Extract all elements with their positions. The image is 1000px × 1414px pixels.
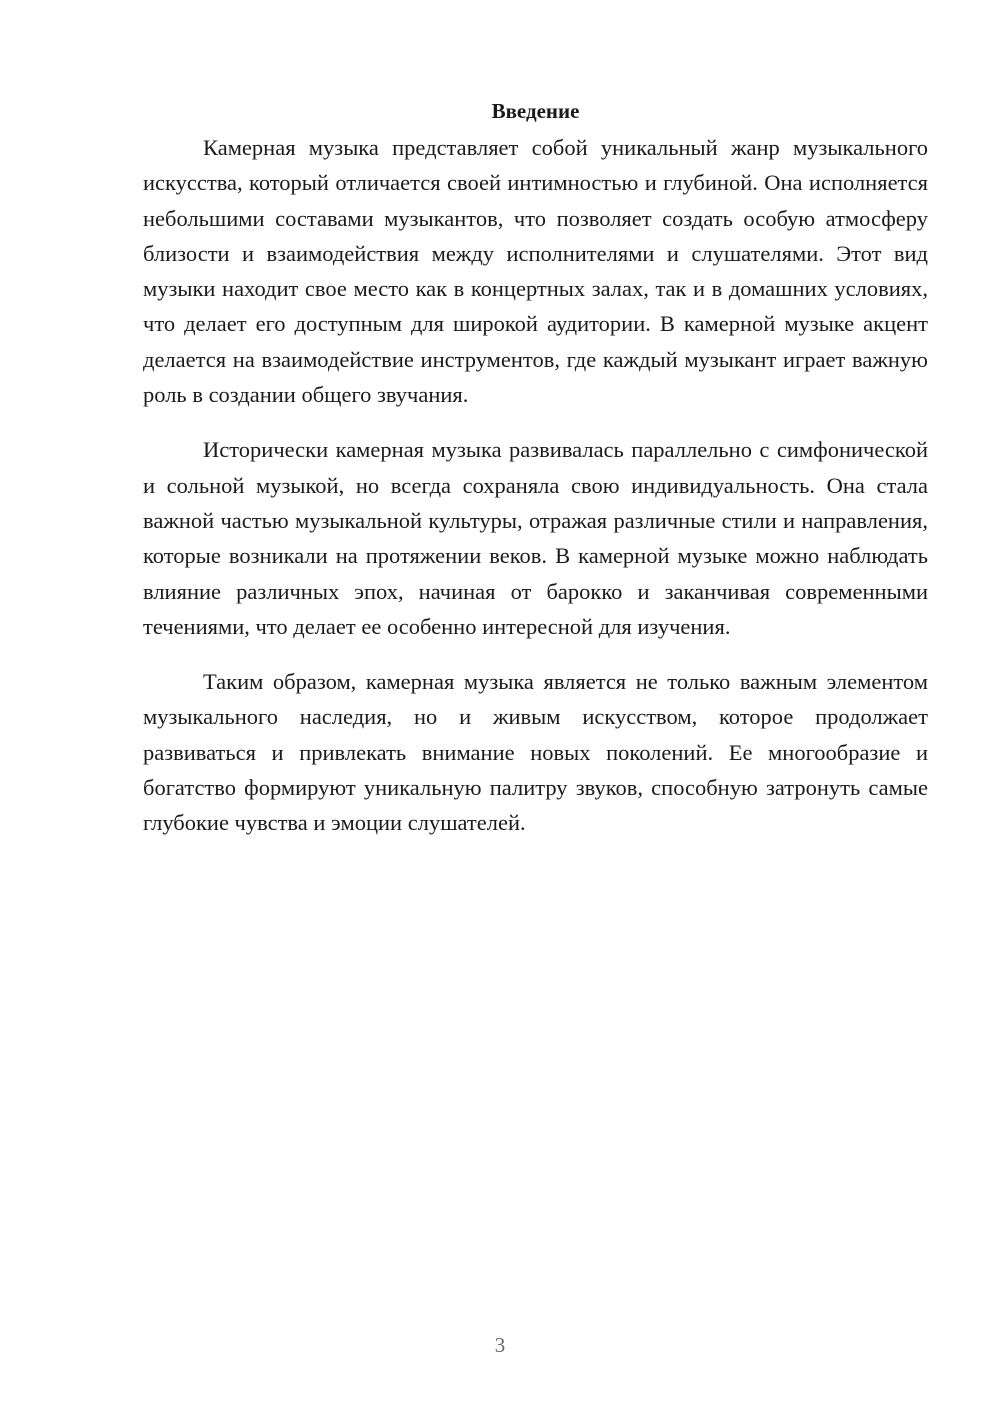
page-number: 3 xyxy=(494,1333,506,1357)
page-content xyxy=(143,96,928,861)
paragraph-2: Исторически камерная музыка развивалась параллельно с симфонической и сольной музыкой, но всегда сохраняла свою индивидуальность. Она стала важной частью музыкальной культуры, отражая различные стили и направления, которые возникали на протяжении веков. В камерной музыке можно наблюдать влияние различных эпох, начиная от барокко и заканчивая современными течениями, что делает ее особенно интересной для изучения. xyxy=(143,437,928,639)
section-heading: Введение xyxy=(491,99,580,123)
paragraph-3: Таким образом, камерная музыка является не только важным элементом музыкального наследия, но и живым искусством, которое продолжает развиваться и привлекать внимание новых поколений. Ее многообразие и богатство формируют уникальную палитру звуков, способную затронуть самые глубокие чувства и эмоции слушателей. xyxy=(143,669,928,836)
paragraph-1: Камерная музыка представляет собой уникальный жанр музыкального искусства, который отличается своей интимностью и глубиной. Она исполняется небольшими составами музыкантов, что позволяет создать особую атмосферу близости и взаимодействия между исполнителями и слушателями. Этот вид музыки находит свое место как в концертных залах, так и в домашних условиях, что делает его доступным для широкой аудитории. В камерной музыке акцент делается на взаимодействие инструментов, где каждый музыкант играет важную роль в создании общего звучания. xyxy=(143,135,928,408)
